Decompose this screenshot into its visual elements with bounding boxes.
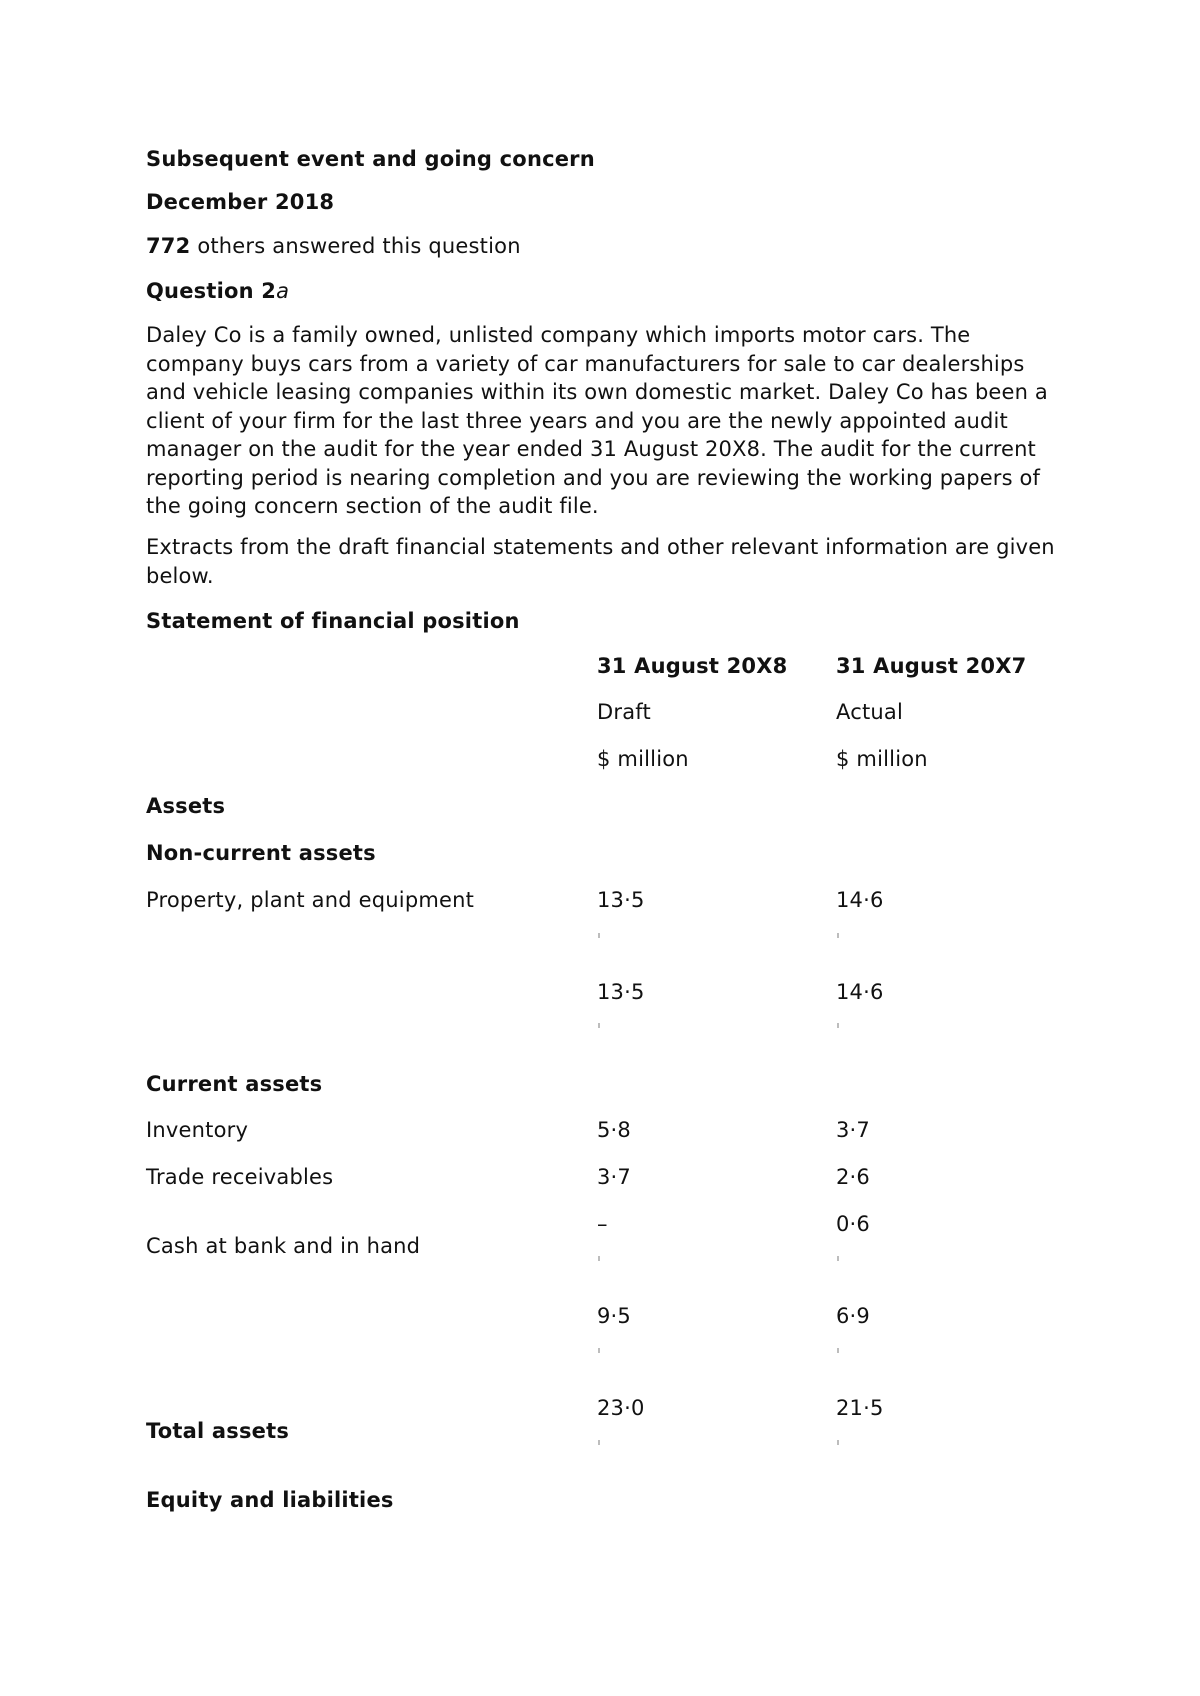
receivables-label: Trade receivables [146,1165,334,1189]
question-heading [146,278,289,304]
answered-count: 772 [146,234,191,258]
col1-date: 31 August 20X8 [597,654,788,678]
current-assets-heading: Current assets [146,1072,323,1096]
answered-text: others answered this question [190,234,521,258]
receivables-value-20x7: 2·6 [836,1165,870,1189]
inventory-value-20x7: 3·7 [836,1118,870,1142]
ppe-value-20x7: 14·6 [836,888,884,912]
question-suffix: a [276,279,290,303]
underline-mark [598,1256,600,1261]
col1-unit: $ million [597,747,689,771]
extracts-paragraph: Extracts from the draft financial statements and other relevant information are given below. [146,535,1055,588]
cash-value-20x8: – [597,1212,608,1236]
exam-date: December 2018 [146,190,335,214]
answered-line [146,233,521,259]
underline-mark [598,1348,600,1353]
nca-total-20x7: 14·6 [836,980,884,1004]
equity-liabilities-heading: Equity and liabilities [146,1488,394,1512]
non-current-heading: Non-current assets [146,841,376,865]
underline-mark [837,1023,839,1028]
inventory-value-20x8: 5·8 [597,1118,631,1142]
ca-total-20x8: 9·5 [597,1304,631,1328]
intro-paragraph: Daley Co is a family owned, unlisted company which imports motor cars. The company buys cars from a variety of car manufacturers for sale to car dealerships and vehicle leasing companies within its own domestic market. Daley Co has been a client of your firm for the last three years and you are the newly appointed audit manager on the audit for the year ended 31 August 20X8. The audit for the current reporting period is nearing completion and you are reviewing the working papers of the going concern section of the audit file. [146,323,1048,518]
question-label: Question 2 [146,279,277,303]
total-assets-20x8: 23·0 [597,1396,645,1420]
total-assets-label: Total assets [146,1419,290,1443]
underline-mark [837,1440,839,1445]
statement-title: Statement of financial position [146,609,520,633]
receivables-value-20x8: 3·7 [597,1165,631,1189]
col2-unit: $ million [836,747,928,771]
assets-heading: Assets [146,794,226,818]
col2-date: 31 August 20X7 [836,654,1027,678]
total-assets-20x7: 21·5 [836,1396,884,1420]
underline-mark [837,1256,839,1261]
document-title: Subsequent event and going concern [146,147,595,171]
underline-mark [837,933,839,938]
underline-mark [837,1348,839,1353]
inventory-label: Inventory [146,1118,249,1142]
ppe-label: Property, plant and equipment [146,888,475,912]
ppe-value-20x8: 13·5 [597,888,645,912]
col2-status: Actual [836,700,903,724]
cash-value-20x7: 0·6 [836,1212,870,1236]
underline-mark [598,1440,600,1445]
cash-label: Cash at bank and in hand [146,1234,421,1258]
ca-total-20x7: 6·9 [836,1304,870,1328]
nca-total-20x8: 13·5 [597,980,645,1004]
col1-status: Draft [597,700,651,724]
underline-mark [598,1023,600,1028]
underline-mark [598,933,600,938]
